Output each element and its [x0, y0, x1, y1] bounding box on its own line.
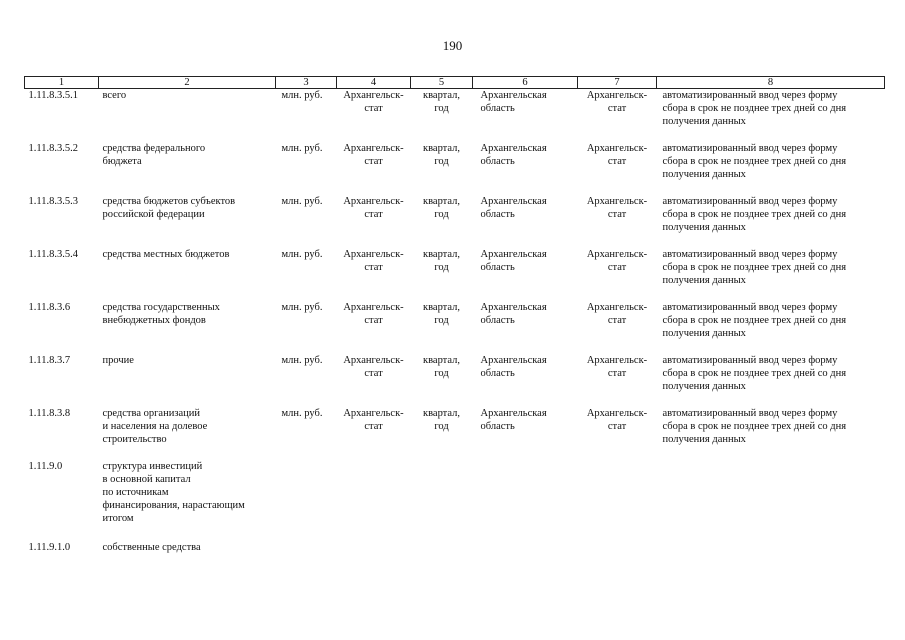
row-region: Архангельская область [480, 302, 547, 326]
row-period: квартал, год [422, 302, 461, 326]
row-source: Архангельск- стат [343, 196, 404, 220]
row-code: 1.11.9.0 [28, 461, 63, 472]
row-unit: млн. руб. [281, 196, 323, 207]
row-method: автоматизированный ввод через форму сбора в срок не позднее трех дней со дня получения данных [662, 408, 847, 445]
row-method [657, 460, 885, 541]
table-row [25, 301, 885, 354]
row-responsible: Архангельск- стат [586, 196, 648, 220]
row-name: собственные средства [102, 542, 201, 553]
row-region [473, 460, 578, 541]
header-col-5: 5 [411, 77, 473, 89]
row-name: средства государственных внебюджетных фондов [102, 302, 220, 326]
row-source: Архангельск- стат [343, 355, 404, 379]
row-period [411, 541, 473, 556]
row-responsible [578, 541, 657, 556]
indicator-table [24, 76, 885, 556]
row-period: квартал, год [422, 408, 461, 432]
row-unit: млн. руб. [281, 249, 323, 260]
row-region: Архангельская область [480, 408, 547, 432]
row-source: Архангельск- стат [343, 90, 404, 114]
row-method: автоматизированный ввод через форму сбора в срок не позднее трех дней со дня получения данных [662, 249, 847, 286]
row-method: автоматизированный ввод через форму сбора в срок не позднее трех дней со дня получения данных [662, 355, 847, 392]
row-region: Архангельская область [480, 249, 547, 273]
row-period: квартал, год [422, 196, 461, 220]
page-number: 190 [442, 38, 463, 53]
row-source [337, 460, 411, 541]
row-unit: млн. руб. [281, 90, 323, 101]
row-responsible: Архангельск- стат [586, 249, 648, 273]
row-name: средства бюджетов субъектов российской федерации [102, 196, 236, 220]
row-unit: млн. руб. [281, 302, 323, 313]
table-row [25, 195, 885, 248]
row-name: структура инвестиций в основной капитал по источникам финансирования, нарастающим итогом [102, 461, 245, 524]
row-unit [276, 460, 337, 541]
row-period [411, 460, 473, 541]
row-responsible [578, 460, 657, 541]
row-code: 1.11.8.3.8 [28, 408, 71, 419]
row-method [657, 541, 885, 556]
row-source: Архангельск- стат [343, 302, 404, 326]
header-col-1: 1 [25, 77, 99, 89]
row-source [337, 541, 411, 556]
table-row [25, 142, 885, 195]
table-row [25, 248, 885, 301]
row-region: Архангельская область [480, 143, 547, 167]
row-name: прочие [102, 355, 134, 366]
row-region: Архангельская область [480, 355, 547, 379]
header-col-7: 7 [578, 77, 657, 89]
row-name: средства местных бюджетов [102, 249, 230, 260]
row-unit: млн. руб. [281, 143, 323, 154]
row-code: 1.11.8.3.5.2 [28, 143, 78, 154]
row-period: квартал, год [422, 143, 461, 167]
row-source: Архангельск- стат [343, 249, 404, 273]
row-method: автоматизированный ввод через форму сбора в срок не позднее трех дней со дня получения данных [662, 196, 847, 233]
row-code: 1.11.8.3.6 [28, 302, 71, 313]
row-responsible: Архангельск- стат [586, 143, 648, 167]
row-responsible: Архангельск- стат [586, 355, 648, 379]
table-row [25, 354, 885, 407]
row-responsible: Архангельск- стат [586, 90, 648, 114]
header-col-3: 3 [276, 77, 337, 89]
table-header [25, 77, 885, 89]
row-code: 1.11.8.3.5.4 [28, 249, 78, 260]
header-row [25, 77, 885, 89]
row-name: средства организаций и населения на долевое строительство [102, 408, 208, 445]
table-body [25, 89, 885, 557]
row-region [473, 541, 578, 556]
row-source: Архангельск- стат [343, 143, 404, 167]
header-col-4: 4 [337, 77, 411, 89]
row-unit: млн. руб. [281, 355, 323, 366]
table-row [25, 460, 885, 541]
row-unit [276, 541, 337, 556]
row-region: Архангельская область [480, 196, 547, 220]
row-period: квартал, год [422, 249, 461, 273]
row-unit: млн. руб. [281, 408, 323, 419]
row-source: Архангельск- стат [343, 408, 404, 432]
row-period: квартал, год [422, 355, 461, 379]
row-method: автоматизированный ввод через форму сбора в срок не позднее трех дней со дня получения данных [662, 90, 847, 127]
row-responsible: Архангельск- стат [586, 302, 648, 326]
row-code: 1.11.9.1.0 [28, 542, 71, 553]
row-responsible: Архангельск- стат [586, 408, 648, 432]
row-region: Архангельская область [480, 90, 547, 114]
row-code: 1.11.8.3.5.3 [28, 196, 78, 207]
row-period: квартал, год [422, 90, 461, 114]
table-row [25, 541, 885, 556]
header-col-8: 8 [657, 77, 885, 89]
header-col-6: 6 [473, 77, 578, 89]
header-col-2: 2 [99, 77, 276, 89]
row-name: всего [102, 90, 127, 101]
row-method: автоматизированный ввод через форму сбора в срок не позднее трех дней со дня получения данных [662, 302, 847, 339]
table-row [25, 89, 885, 143]
row-code: 1.11.8.3.5.1 [28, 90, 78, 101]
table-row [25, 407, 885, 460]
row-code: 1.11.8.3.7 [28, 355, 71, 366]
row-method: автоматизированный ввод через форму сбора в срок не позднее трех дней со дня получения данных [662, 143, 847, 180]
row-name: средства федерального бюджета [102, 143, 206, 167]
